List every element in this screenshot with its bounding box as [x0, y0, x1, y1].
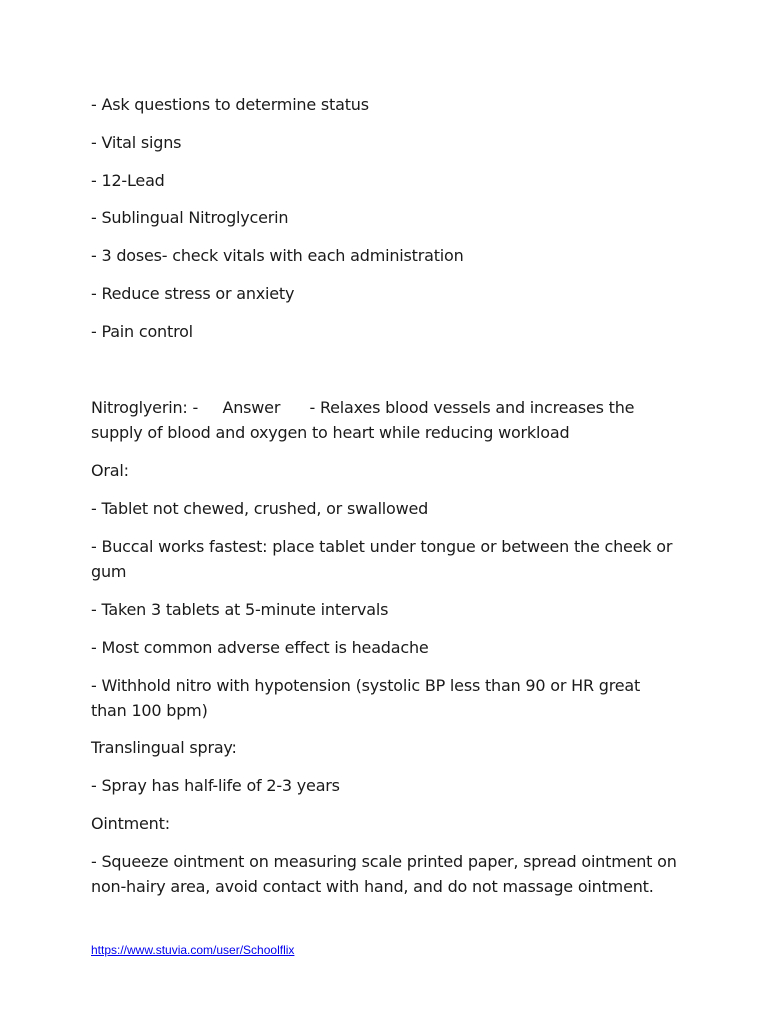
footer-source-link[interactable]: https://www.stuvia.com/user/Schoolflix	[91, 943, 295, 957]
bullet-vital-signs: - Vital signs	[91, 133, 182, 152]
heading-ointment: Ointment:	[91, 814, 170, 833]
bullet-buccal-line-2: gum	[91, 562, 127, 581]
bullet-squeeze-line-1: - Squeeze ointment on measuring scale printed paper, spread ointment on	[91, 852, 677, 871]
bullet-adverse-effect: - Most common adverse effect is headache	[91, 638, 429, 657]
bullet-taken-3-tablets: - Taken 3 tablets at 5-minute intervals	[91, 600, 389, 619]
bullet-spray-half-life: - Spray has half-life of 2-3 years	[91, 776, 340, 795]
bullet-squeeze-line-2: non-hairy area, avoid contact with hand, and do not massage ointment.	[91, 877, 654, 896]
bullet-withhold-line-1: - Withhold nitro with hypotension (systolic BP less than 90 or HR great	[91, 676, 641, 695]
bullet-12-lead: - 12-Lead	[91, 171, 165, 190]
bullet-pain-control: - Pain control	[91, 322, 193, 341]
bullet-3-doses: - 3 doses- check vitals with each administration	[91, 246, 464, 265]
nitroglycerin-answer-line-1: Nitroglyerin: - Answer - Relaxes blood vessels and increases the	[91, 398, 635, 417]
bullet-ask-questions: - Ask questions to determine status	[91, 95, 369, 114]
bullet-withhold-line-2: than 100 bpm)	[91, 701, 208, 720]
bullet-sublingual-nitro: - Sublingual Nitroglycerin	[91, 208, 289, 227]
bullet-tablet-not-chewed: - Tablet not chewed, crushed, or swallowed	[91, 499, 429, 518]
heading-oral: Oral:	[91, 461, 129, 480]
heading-translingual-spray: Translingual spray:	[91, 738, 237, 757]
bullet-reduce-stress: - Reduce stress or anxiety	[91, 284, 295, 303]
nitroglycerin-answer-line-2: supply of blood and oxygen to heart while reducing workload	[91, 423, 570, 442]
bullet-buccal-line-1: - Buccal works fastest: place tablet under tongue or between the cheek or	[91, 537, 673, 556]
